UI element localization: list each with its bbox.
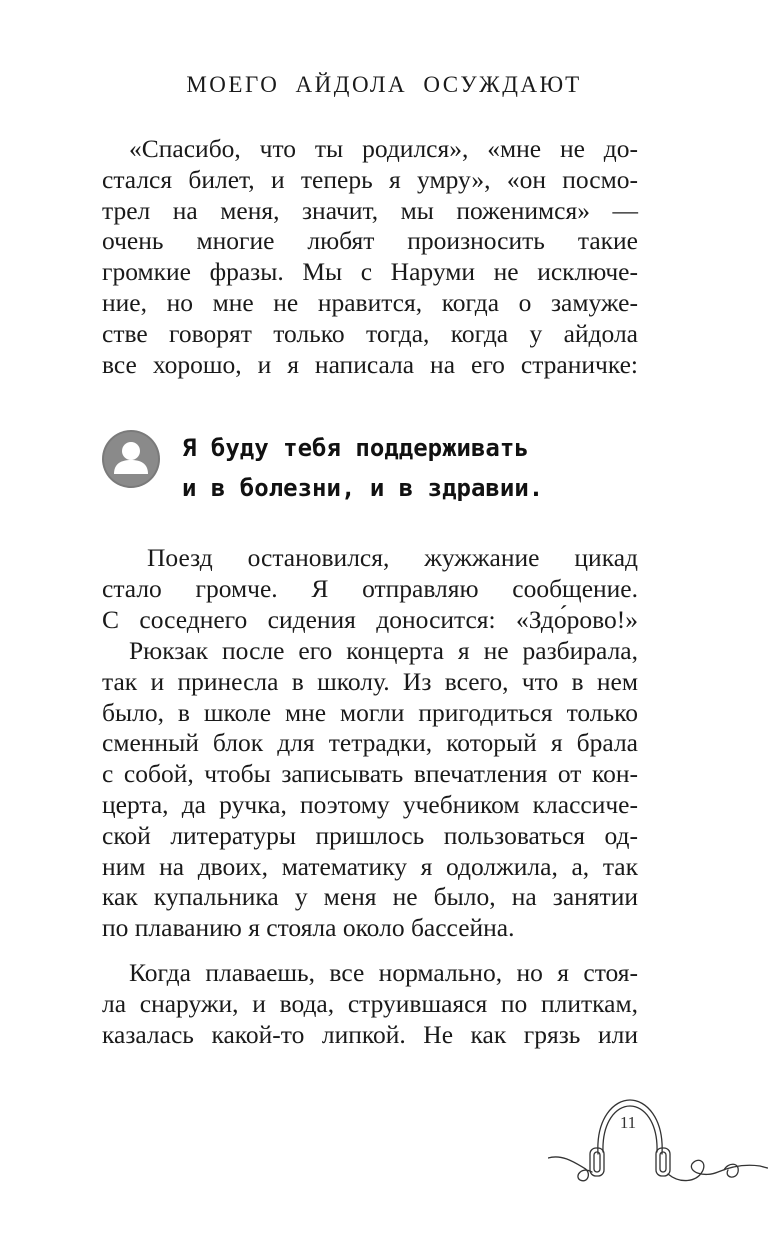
text-line: стался билет, и теперь я умру», «он посмо- [102, 164, 638, 194]
text-line: казалась какой-то липкой. Не как грязь или [102, 1019, 638, 1049]
text-line: С соседнего сидения доносится: «Здо́рово!» [102, 604, 638, 634]
text-line: Поезд остановился, жужжание цикад [147, 543, 638, 572]
text-line: очень многие любят произносить такие [102, 226, 638, 256]
text-line: стве говорят только тогда, когда у айдола [102, 318, 638, 348]
text-line: стало громче. Я отправляю сообщение. [102, 573, 638, 603]
text-line: Когда плаваешь, все нормально, но я стоя- [129, 958, 638, 987]
text-line: как купальника у меня не было, на занятии [102, 882, 638, 912]
post-line: и в болезни, и в здравии. [182, 474, 544, 502]
text-line: трел на меня, значит, мы поженимся» — [102, 195, 638, 225]
text-line: с собой, чтобы записывать впечатления от кон- [102, 759, 638, 789]
running-head: МОЕГО АЙДОЛА ОСУЖДАЮТ [186, 72, 582, 97]
text-line: было, в школе мне могли пригодиться только [102, 697, 638, 727]
text-line: ние, но мне не нравится, когда о замуже- [102, 287, 638, 317]
text-line: так и принесла в школу. Из всего, что в нем [102, 666, 638, 696]
post-message [182, 428, 543, 508]
text-line: ла снаружи, и вода, струившаяся по плиткам, [102, 988, 638, 1018]
social-post [102, 428, 662, 538]
text-line: сменный блок для тетрадки, который я брала [102, 728, 638, 758]
text-line: все хорошо, и я написала на его страничке: [102, 349, 638, 379]
post-line: Я буду тебя поддерживать [182, 434, 529, 462]
paragraph-1 [102, 134, 638, 380]
text-line: церта, да ручка, поэтому учебником классиче- [102, 789, 638, 819]
text-line: громкие фразы. Мы с Наруми не исключе- [102, 257, 638, 287]
user-avatar-icon [102, 430, 160, 488]
text-line: «Спасибо, что ты родился», «мне не до- [129, 134, 638, 163]
text-line: по плаванию я стояла около бассейна. [102, 913, 515, 943]
paragraph-2 [102, 543, 638, 635]
text-line: ним на двоих, математику я одолжила, а, так [102, 851, 638, 881]
text-line: Рюкзак после его концерта я не разбирала, [129, 636, 638, 665]
headphones-icon [548, 1092, 768, 1192]
paragraph-4 [102, 958, 638, 1050]
paragraph-3 [102, 636, 638, 944]
page-number: 11 [619, 1113, 637, 1132]
text-line: ской литературы пришлось пользоваться од- [102, 820, 638, 850]
